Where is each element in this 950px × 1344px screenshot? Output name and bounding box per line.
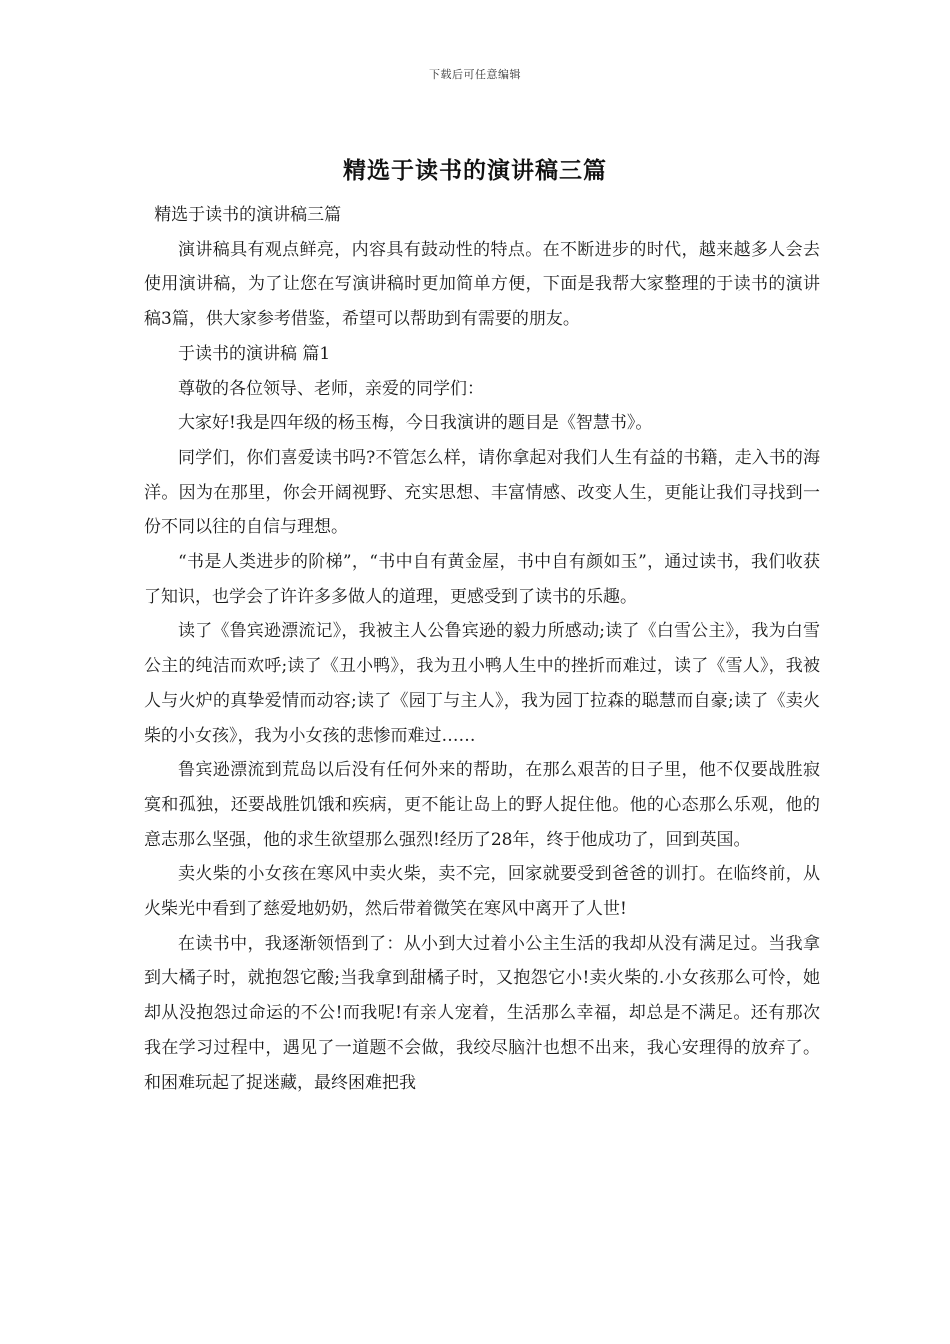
page-header-note: 下载后可任意编辑	[429, 68, 521, 81]
body-paragraph: “书是人类进步的阶梯”，“书中自有黄金屋，书中自有颜如玉”，通过读书，我们收获了知识，也学会了许许多多做人的道理，更感受到了读书的乐趣。	[144, 552, 820, 607]
body-paragraph: 在读书中，我逐渐领悟到了：从小到大过着小公主生活的我却从没有满足过。当我拿到大橘子时，就抱怨它酸;当我拿到甜橘子时，又抱怨它小!卖火柴的.小女孩那么可怜，她却从没抱怨过命运的不公!而我呢!有亲人宠着，生活那么幸福，却总是不满足。还有那次我在学习过程中，遇见了一道题不会做，我绞尽脑汁也想不出来，我心安理得的放弃了。和困难玩起了捉迷藏，最终困难把我	[144, 933, 820, 1093]
salutation-paragraph: 尊敬的各位领导、老师，亲爱的同学们：	[178, 378, 484, 399]
body-paragraph: 读了《鲁宾逊漂流记》，我被主人公鲁宾逊的毅力所感动;读了《白雪公主》，我为白雪公主的纯洁而欢呼;读了《丑小鸭》，我为丑小鸭人生中的挫折而难过，读了《雪人》，我被人与火炉的真挚爱情而动容;读了《园丁与主人》，我为园丁拉森的聪慧而自豪;读了《卖火柴的小女孩》，我为小女孩的悲惨而难过……	[144, 621, 820, 746]
body-paragraph: 卖火柴的小女孩在寒风中卖火柴，卖不完，回家就要受到爸爸的训打。在临终前，从火柴光中看到了慈爱地奶奶，然后带着微笑在寒风中离开了人世!	[144, 864, 820, 920]
intro-paragraph: 演讲稿具有观点鲜亮，内容具有鼓动性的特点。在不断进步的时代，越来越多人会去使用演讲稿，为了让您在写演讲稿时更加简单方便，下面是我帮大家整理的于读书的演讲稿3篇，供大家参考借鉴，希望可以帮助到有需要的朋友。	[144, 239, 820, 330]
body-paragraph: 同学们，你们喜爱读书吗?不管怎么样，请你拿起对我们人生有益的书籍，走入书的海洋。因为在那里，你会开阔视野、充实思想、丰富情感、改变人生，更能让我们寻找到一份不同以往的自信与理想。	[144, 447, 820, 538]
document-title: 精选于读书的演讲稿三篇	[343, 157, 607, 184]
section-heading: 于读书的演讲稿 篇1	[178, 343, 331, 364]
body-paragraph: 鲁宾逊漂流到荒岛以后没有任何外来的帮助，在那么艰苦的日子里，他不仅要战胜寂寞和孤独，还要战胜饥饿和疾病，更不能让岛上的野人捉住他。他的心态那么乐观，他的意志那么坚强，他的求生欲望那么强烈!经历了28年，终于他成功了，回到英国。	[144, 760, 820, 850]
document-body	[144, 198, 820, 1100]
greeting-paragraph: 大家好!我是四年级的杨玉梅，今日我演讲的题目是《智慧书》。	[178, 413, 653, 434]
subtitle-paragraph: 精选于读书的演讲稿三篇	[154, 205, 342, 225]
